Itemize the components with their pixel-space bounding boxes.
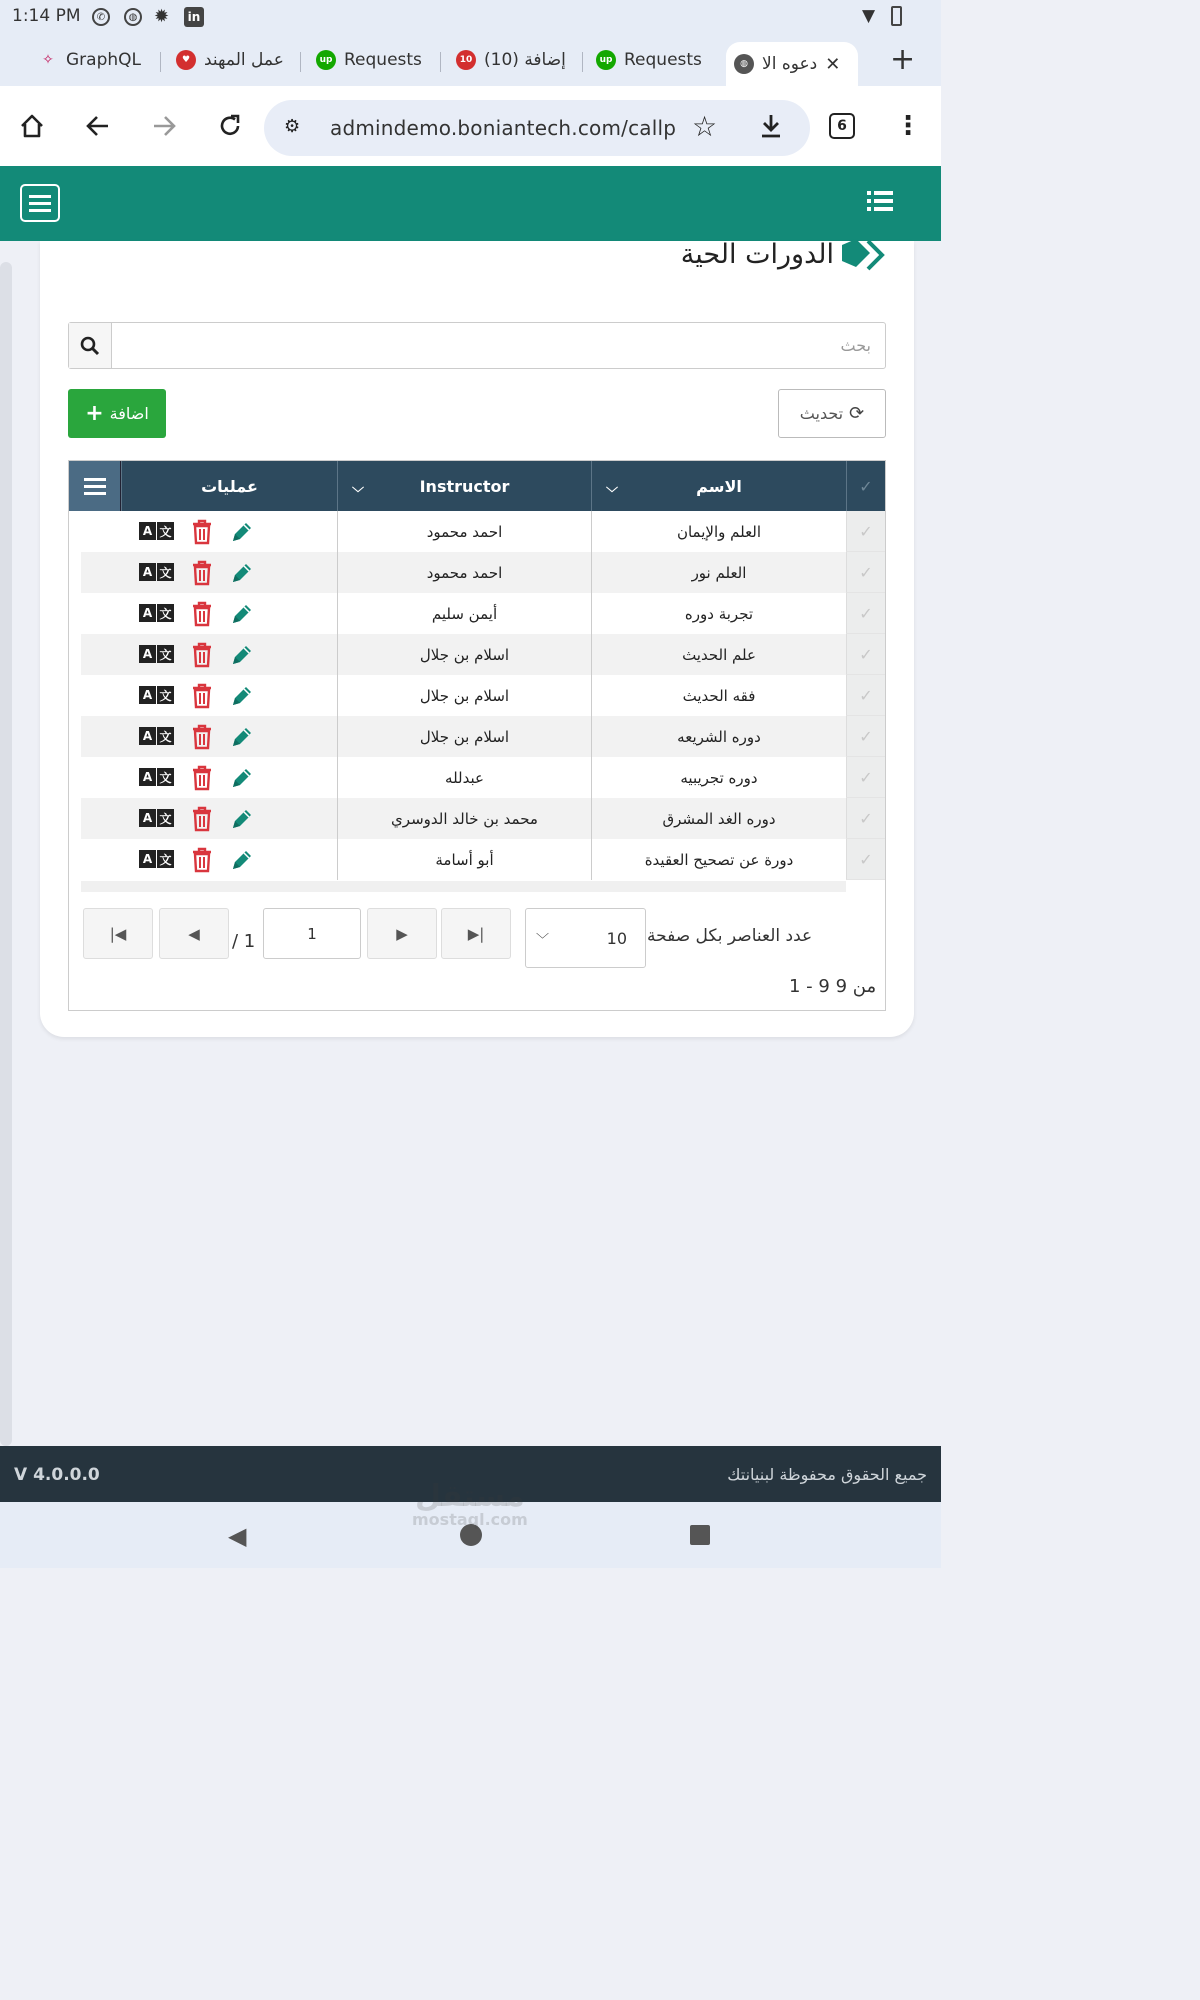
chevron-down-icon[interactable]: ﹀ <box>606 486 619 500</box>
column-instructor-label: Instructor <box>419 476 510 496</box>
row-checkbox[interactable]: ✓ <box>846 675 885 716</box>
translate-icon[interactable] <box>139 686 175 706</box>
row-actions <box>139 724 255 750</box>
tab-label: Requests <box>344 50 422 70</box>
row-actions <box>139 847 255 873</box>
cell-name: علم الحديث <box>591 634 846 675</box>
cell-instructor: اسلام بن جلال <box>337 634 591 675</box>
linkedin-icon: in <box>184 7 204 27</box>
table-row[interactable] <box>69 552 885 593</box>
cell-instructor: أبو أسامة <box>337 839 591 880</box>
upwork-favicon: up <box>316 50 336 70</box>
row-actions <box>139 519 255 545</box>
graphql-favicon: ✧ <box>38 50 58 70</box>
app-header <box>0 166 941 241</box>
edit-icon[interactable] <box>229 683 255 709</box>
row-checkbox[interactable]: ✓ <box>846 593 885 634</box>
translate-glyph: 文 <box>157 686 174 704</box>
reload-icon[interactable] <box>212 108 248 144</box>
next-page-button[interactable]: ▶ <box>367 908 437 959</box>
wifi-icon: ▼ <box>862 6 876 26</box>
translate-glyph: A <box>139 522 156 540</box>
chevron-down-icon: ﹀ <box>536 933 550 948</box>
url-text: admindemo.boniantech.com/callp <box>330 116 677 140</box>
row-checkbox[interactable]: ✓ <box>846 716 885 757</box>
translate-glyph: A <box>139 604 156 622</box>
row-actions <box>139 806 255 832</box>
row-checkbox[interactable]: ✓ <box>846 798 885 839</box>
row-checkbox[interactable]: ✓ <box>846 839 885 880</box>
page-size-value: 10 <box>606 929 627 948</box>
grid-header <box>69 461 885 511</box>
search-input[interactable] <box>113 323 885 368</box>
column-operations <box>121 461 337 511</box>
column-menu-button[interactable] <box>69 461 121 511</box>
translate-glyph: 文 <box>157 645 174 663</box>
table-row[interactable] <box>69 839 885 880</box>
globe-favicon: ◍ <box>734 54 754 74</box>
content-panel <box>40 241 914 1037</box>
page-number-input[interactable]: 1 <box>263 908 361 959</box>
cell-instructor: محمد بن خالد الدوسري <box>337 798 591 839</box>
translate-icon[interactable] <box>139 727 175 747</box>
tab-requests-2[interactable] <box>588 42 712 78</box>
table-row[interactable] <box>69 511 885 552</box>
search-box <box>68 322 886 369</box>
translate-glyph: 文 <box>157 563 174 581</box>
courses-grid <box>68 460 886 1011</box>
column-operations-label: عمليات <box>201 476 258 496</box>
delete-icon[interactable] <box>189 560 215 586</box>
cell-name: تجربة دوره <box>591 593 846 634</box>
browser-toolbar <box>0 86 941 166</box>
page-title: الدورات الحية <box>680 239 834 270</box>
delete-icon[interactable] <box>189 806 215 832</box>
page-count: / 1 <box>232 931 256 952</box>
more-menu-icon[interactable]: ⋮ <box>895 111 921 141</box>
table-row[interactable] <box>69 634 885 675</box>
watermark <box>412 1479 528 1529</box>
translate-glyph: A <box>139 563 156 581</box>
site-settings-icon[interactable]: ⚙ <box>284 116 301 137</box>
chevron-down-icon[interactable]: ﹀ <box>352 486 365 500</box>
refresh-button[interactable] <box>778 389 886 438</box>
tab-graphql[interactable] <box>30 42 156 78</box>
tab-notifications[interactable] <box>448 42 578 78</box>
tab-site[interactable] <box>168 42 294 78</box>
tab-label: (10) إضافة <box>484 50 566 70</box>
tab-label: دعوه الا <box>762 54 818 74</box>
tab-requests-1[interactable] <box>308 42 432 78</box>
watermark-sub: mostaql.com <box>412 1510 528 1529</box>
delete-icon[interactable] <box>189 601 215 627</box>
download-icon[interactable] <box>758 112 784 144</box>
translate-icon[interactable] <box>139 522 175 542</box>
status-bar <box>0 0 941 34</box>
cell-instructor: عبدلله <box>337 757 591 798</box>
upwork-favicon: up <box>596 50 616 70</box>
delete-icon[interactable] <box>189 683 215 709</box>
translate-glyph: A <box>139 645 156 663</box>
add-button[interactable] <box>68 389 166 438</box>
home-icon[interactable] <box>14 108 50 144</box>
row-checkbox[interactable]: ✓ <box>846 634 885 675</box>
page-size-label: عدد العناصر بكل صفحة <box>647 926 813 946</box>
first-page-button[interactable]: |◀ <box>83 908 153 959</box>
row-checkbox[interactable]: ✓ <box>846 511 885 552</box>
forward-icon[interactable] <box>146 108 182 144</box>
cell-name: فقه الحديث <box>591 675 846 716</box>
page-scrollbar[interactable] <box>0 262 12 1446</box>
translate-icon[interactable] <box>139 768 175 788</box>
row-actions <box>139 683 255 709</box>
whatsapp-icon: ✆ <box>92 8 110 26</box>
select-all-checkbox[interactable]: ✓ <box>846 461 885 511</box>
tab-strip <box>0 34 941 86</box>
horizontal-scrollbar[interactable] <box>81 881 846 892</box>
translate-icon[interactable] <box>139 850 175 870</box>
delete-icon[interactable] <box>189 519 215 545</box>
add-button-label: اضافة <box>109 404 149 423</box>
edit-icon[interactable] <box>229 724 255 750</box>
column-name-label: الاسم <box>696 476 742 496</box>
tab-active[interactable] <box>726 42 858 86</box>
sidebar-toggle-button[interactable] <box>20 184 60 222</box>
translate-glyph: 文 <box>157 809 174 827</box>
address-bar[interactable] <box>264 100 810 156</box>
tab-label: GraphQL <box>66 50 141 70</box>
table-row[interactable] <box>69 757 885 798</box>
translate-glyph: A <box>139 727 156 745</box>
translate-icon[interactable] <box>139 645 175 665</box>
edit-icon[interactable] <box>229 519 255 545</box>
tab-label: عمل المهند <box>204 50 284 70</box>
edit-icon[interactable] <box>229 560 255 586</box>
delete-icon[interactable] <box>189 724 215 750</box>
cell-name: دورة عن تصحيح العقيدة <box>591 839 846 880</box>
translate-glyph: 文 <box>157 768 174 786</box>
translate-glyph: A <box>139 686 156 704</box>
tab-label: Requests <box>624 50 702 70</box>
tab-count: 6 <box>829 113 855 139</box>
nav-back-icon[interactable]: ◀ <box>228 1522 247 1550</box>
page-size-select[interactable] <box>525 908 646 968</box>
delete-icon[interactable] <box>189 847 215 873</box>
close-tab-icon[interactable]: ✕ <box>825 53 841 75</box>
edit-icon[interactable] <box>229 847 255 873</box>
table-row[interactable] <box>69 593 885 634</box>
delete-icon[interactable] <box>189 765 215 791</box>
version-label: V 4.0.0.0 <box>14 1465 100 1485</box>
translate-icon[interactable] <box>139 604 175 624</box>
cell-name: دوره الشريعه <box>591 716 846 757</box>
settings-icon: ✹ <box>154 6 170 27</box>
row-actions <box>139 765 255 791</box>
site-favicon: ♥ <box>176 50 196 70</box>
row-checkbox[interactable]: ✓ <box>846 552 885 593</box>
column-name[interactable] <box>591 461 846 511</box>
cell-name: دوره الغد المشرق <box>591 798 846 839</box>
cell-name: العلم والإيمان <box>591 511 846 552</box>
translate-glyph: A <box>139 768 156 786</box>
back-icon[interactable] <box>80 108 116 144</box>
cell-instructor: احمد محمود <box>337 552 591 593</box>
table-row[interactable] <box>69 716 885 757</box>
cell-name: العلم نور <box>591 552 846 593</box>
items-range: 1 - 9 من 9 <box>789 976 877 997</box>
new-tab-icon[interactable]: + <box>890 42 916 77</box>
search-icon[interactable] <box>69 323 112 368</box>
translate-glyph: 文 <box>157 522 174 540</box>
translate-glyph: A <box>139 850 156 868</box>
table-row[interactable] <box>69 675 885 716</box>
plus-icon: + <box>85 401 104 426</box>
translate-icon[interactable] <box>139 809 175 829</box>
notification-favicon <box>456 50 476 70</box>
edit-icon[interactable] <box>229 765 255 791</box>
translate-icon[interactable] <box>139 563 175 583</box>
translate-glyph: 文 <box>157 727 174 745</box>
column-instructor[interactable] <box>337 461 591 511</box>
translate-glyph: A <box>139 809 156 827</box>
edit-icon[interactable] <box>229 806 255 832</box>
bookmark-star-icon[interactable]: ☆ <box>692 110 718 143</box>
cell-instructor: أيمن سليم <box>337 593 591 634</box>
last-page-button[interactable]: ▶| <box>441 908 511 959</box>
row-actions <box>139 642 255 668</box>
row-checkbox[interactable]: ✓ <box>846 757 885 798</box>
watermark-text: مستقل <box>415 1479 525 1514</box>
copyright-text: جميع الحقوق محفوظة لبنيانتك <box>727 1465 927 1484</box>
row-actions <box>139 601 255 627</box>
clock: 1:14 PM <box>12 6 81 26</box>
tab-badge: 10 <box>459 55 473 65</box>
edit-icon[interactable] <box>229 642 255 668</box>
refresh-button-label: تحديث <box>799 404 844 423</box>
prev-page-button[interactable]: ◀ <box>159 908 229 959</box>
tag-icon <box>838 237 888 273</box>
cell-instructor: احمد محمود <box>337 511 591 552</box>
battery-icon <box>891 6 902 26</box>
nav-recents-icon[interactable] <box>690 1525 710 1545</box>
row-actions <box>139 560 255 586</box>
list-icon[interactable] <box>867 190 893 212</box>
delete-icon[interactable] <box>189 642 215 668</box>
table-row[interactable] <box>69 798 885 839</box>
cell-name: دوره تجريبيه <box>591 757 846 798</box>
translate-glyph: 文 <box>157 604 174 622</box>
edit-icon[interactable] <box>229 601 255 627</box>
translate-glyph: 文 <box>157 850 174 868</box>
cell-instructor: اسلام بن جلال <box>337 716 591 757</box>
globe-icon: ◍ <box>124 8 142 26</box>
cell-instructor: اسلام بن جلال <box>337 675 591 716</box>
refresh-icon: ⟳ <box>849 403 865 424</box>
tab-switcher-button[interactable] <box>824 108 860 144</box>
